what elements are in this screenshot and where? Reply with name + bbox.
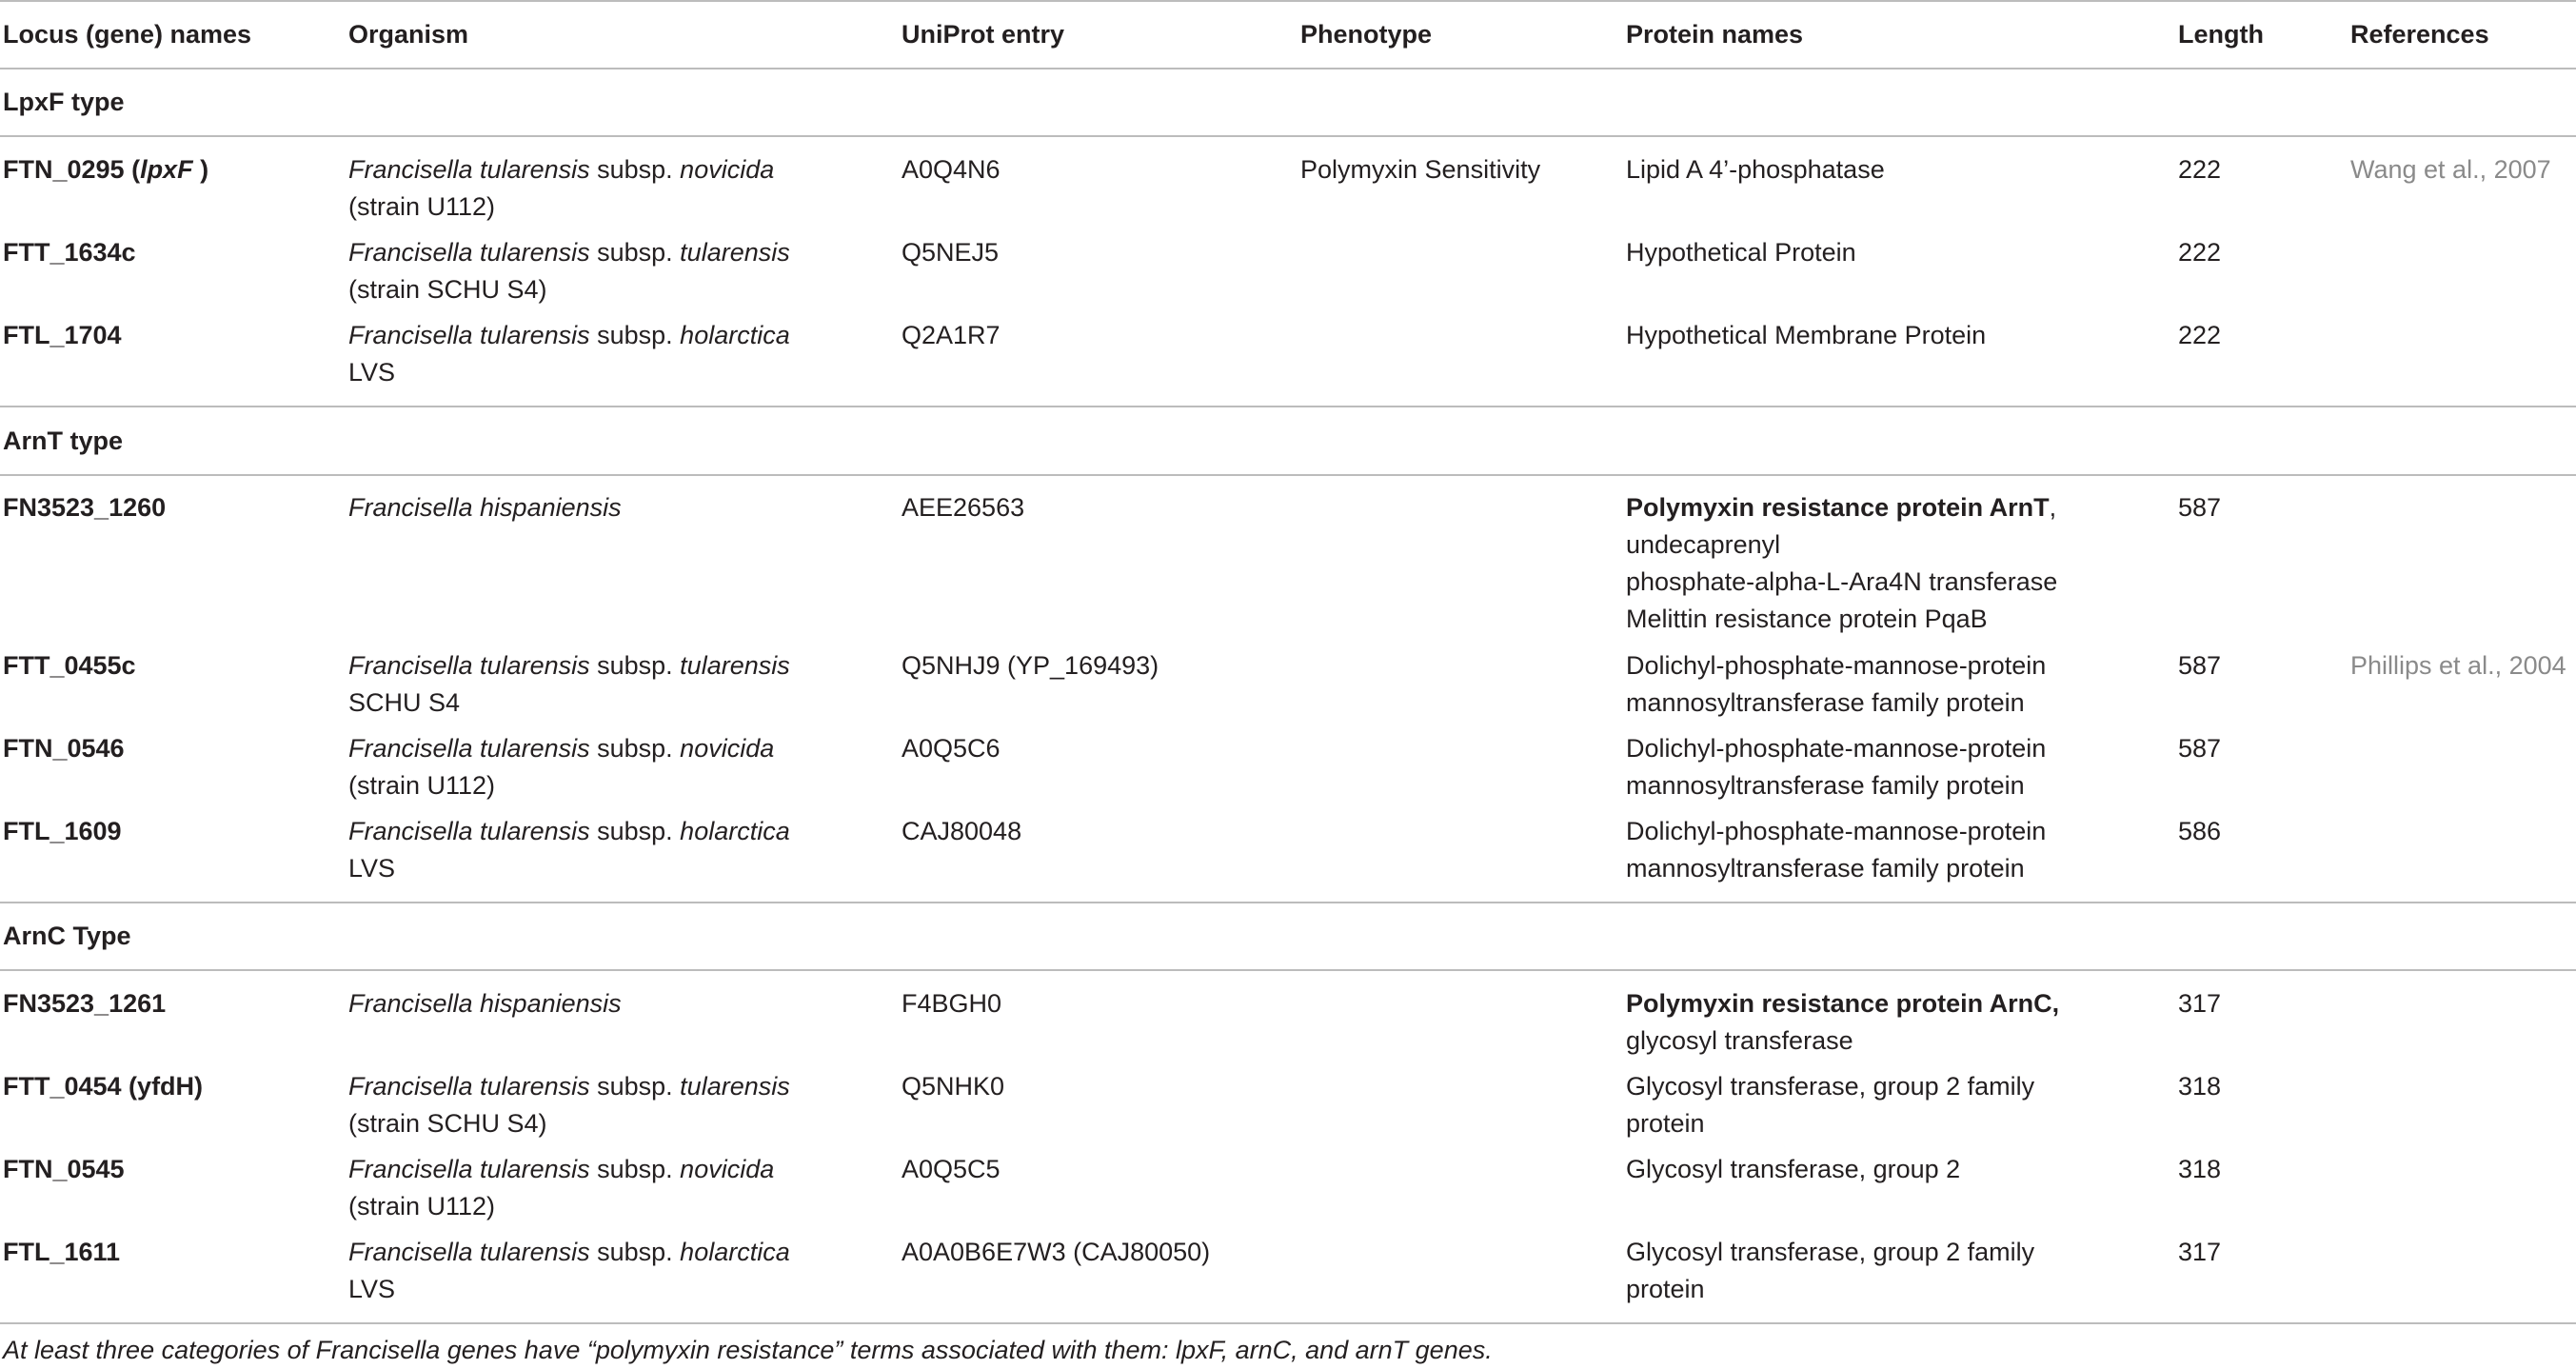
phenotype-cell: Polymyxin Sensitivity [1300,155,1541,184]
uniprot-cell: AEE26563 [902,493,1025,522]
length-cell: 317 [2178,989,2222,1018]
protein-cell: Hypothetical Protein [1626,238,1856,267]
length-cell: 222 [2178,321,2222,349]
organism-cell: Francisella hispaniensis [348,493,622,522]
header-protein: Protein names [1626,20,1804,49]
organism-cell: Francisella tularensis subsp. novicida (strain U112) [348,734,775,800]
length-cell: 586 [2178,817,2222,845]
group-title: ArnC Type [3,922,131,950]
uniprot-cell: F4BGH0 [902,989,1002,1018]
length-cell: 587 [2178,493,2222,522]
header-uniprot: UniProt entry [902,20,1065,49]
locus-cell: FTN_0545 [3,1155,125,1183]
organism-cell: Francisella tularensis subsp. holarctica LVS [348,817,790,883]
protein-cell: Polymyxin resistance protein ArnT, undecaprenyl phosphate-alpha-L-Ara4N transferase Melittin resistance protein PqaB [1626,493,2058,633]
group-title: ArnT type [3,427,124,455]
organism-cell: Francisella tularensis subsp. novicida (strain U112) [348,1155,775,1220]
organism-cell: Francisella tularensis subsp. novicida (strain U112) [348,155,775,221]
group-rule [0,135,2576,137]
locus-cell: FTL_1611 [3,1238,121,1266]
group-rule [0,406,2576,407]
locus-cell: FTL_1704 [3,321,122,349]
uniprot-cell: A0Q5C6 [902,734,1001,763]
table-footnote: At least three categories of Francisella genes have “polymyxin resistance” terms associated with them: lpxF, arnC, and arnT genes. [3,1336,1493,1364]
locus-cell: FN3523_1261 [3,989,167,1018]
header-phenotype: Phenotype [1300,20,1433,49]
protein-cell: Dolichyl-phosphate-mannose-protein mannosyltransferase family protein [1626,651,2047,717]
reference-cell: Wang et al., 2007 [2350,155,2551,184]
uniprot-cell: Q5NHJ9 (YP_169493) [902,651,1159,680]
organism-cell: Francisella tularensis subsp. tularensis (strain SCHU S4) [348,238,790,304]
length-cell: 318 [2178,1155,2222,1183]
organism-cell: Francisella tularensis subsp. tularensis (strain SCHU S4) [348,1072,790,1138]
locus-cell: FTT_0455c [3,651,136,680]
group-title: LpxF type [3,88,125,116]
length-cell: 587 [2178,734,2222,763]
protein-cell: Glycosyl transferase, group 2 family protein [1626,1072,2035,1138]
uniprot-cell: A0Q5C5 [902,1155,1001,1183]
length-cell: 318 [2178,1072,2222,1101]
header-length: Length [2178,20,2264,49]
bottom-rule [0,1322,2576,1324]
protein-cell: Dolichyl-phosphate-mannose-protein mannosyltransferase family protein [1626,817,2047,883]
group-rule [0,902,2576,903]
length-cell: 222 [2178,238,2222,267]
top-rule [0,0,2576,2]
organism-cell: Francisella tularensis subsp. tularensis SCHU S4 [348,651,790,717]
length-cell: 222 [2178,155,2222,184]
uniprot-cell: Q5NEJ5 [902,238,1000,267]
protein-cell: Glycosyl transferase, group 2 [1626,1155,1961,1183]
locus-cell: FTT_1634c [3,238,136,267]
length-cell: 587 [2178,651,2222,680]
reference-cell: Phillips et al., 2004 [2350,651,2566,680]
locus-cell: FTL_1609 [3,817,122,845]
organism-cell: Francisella tularensis subsp. holarctica LVS [348,1238,790,1303]
length-cell: 317 [2178,1238,2222,1266]
protein-cell: Polymyxin resistance protein ArnC, glycosyl transferase [1626,989,2060,1055]
header-references: References [2350,20,2489,49]
header-organism: Organism [348,20,469,49]
uniprot-cell: A0A0B6E7W3 (CAJ80050) [902,1238,1211,1266]
organism-cell: Francisella hispaniensis [348,989,622,1018]
uniprot-cell: Q2A1R7 [902,321,1001,349]
protein-cell: Glycosyl transferase, group 2 family protein [1626,1238,2035,1303]
uniprot-cell: CAJ80048 [902,817,1022,845]
header-locus: Locus (gene) names [3,20,252,49]
group-rule [0,474,2576,476]
locus-cell: FTT_0454 (yfdH) [3,1072,204,1101]
protein-cell: Hypothetical Membrane Protein [1626,321,1987,349]
organism-cell: Francisella tularensis subsp. holarctica LVS [348,321,790,387]
locus-cell: FTN_0546 [3,734,125,763]
protein-cell: Lipid A 4’-phosphatase [1626,155,1885,184]
group-rule [0,969,2576,971]
header-rule [0,68,2576,69]
protein-cell: Dolichyl-phosphate-mannose-protein mannosyltransferase family protein [1626,734,2047,800]
uniprot-cell: A0Q4N6 [902,155,1001,184]
uniprot-cell: Q5NHK0 [902,1072,1005,1101]
locus-cell: FN3523_1260 [3,493,167,522]
locus-cell: FTN_0295 (lpxF ) [3,155,209,184]
